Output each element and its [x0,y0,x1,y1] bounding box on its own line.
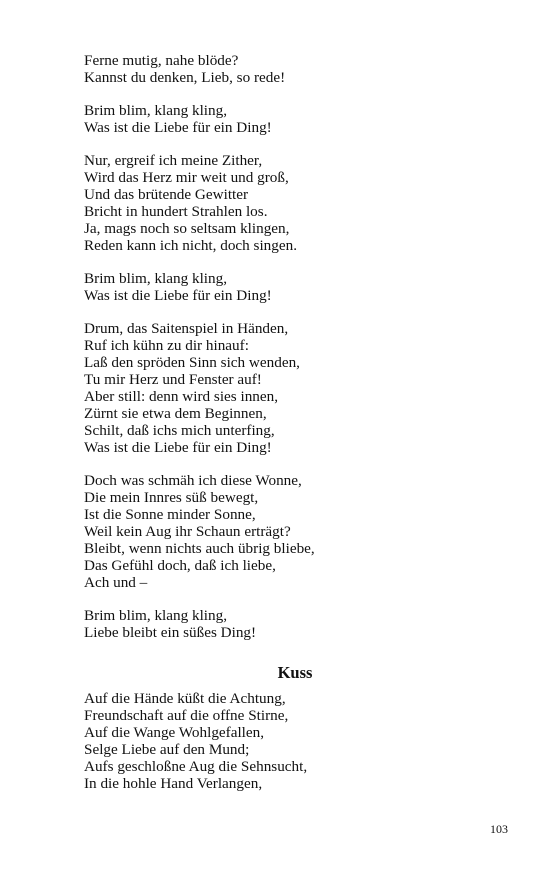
verse-line: Das Gefühl doch, daß ich liebe, [84,557,276,574]
verse-line: Kannst du denken, Lieb, so rede! [84,69,286,86]
verse-line: Reden kann ich nicht, doch singen. [84,237,297,254]
verse-line: Liebe bleibt ein süßes Ding! [84,624,257,641]
verse-line: Ja, mags noch so seltsam klingen, [84,220,290,237]
verse-line: Ist die Sonne minder Sonne, [84,506,256,523]
stanza [84,52,484,86]
verse-line: Bricht in hundert Strahlen los. [84,203,268,220]
stanza [84,607,484,641]
verse-line: Drum, das Saitenspiel in Händen, [84,320,289,337]
verse-line: Aufs geschloßne Aug die Sehnsucht, [84,758,308,775]
stanza [84,320,484,456]
verse-line: Ruf ich kühn zu dir hinauf: [84,337,249,354]
verse-line: Auf die Hände küßt die Achtung, [84,690,286,707]
verse-line: Auf die Wange Wohlgefallen, [84,724,265,741]
verse-line: Laß den spröden Sinn sich wenden, [84,354,300,371]
stanza [84,472,484,591]
verse-line: Brim blim, klang kling, [84,270,228,287]
verse-line: Schilt, daß ichs mich unterfing, [84,422,275,439]
verse-line: Brim blim, klang kling, [84,607,228,624]
page-number: 103 [490,822,508,836]
verse-line: Aber still: denn wird sies innen, [84,388,279,405]
verse-line: Nur, ergreif ich meine Zither, [84,152,263,169]
verse-line: Selge Liebe auf den Mund; [84,741,250,758]
verse-line: Weil kein Aug ihr Schaun erträgt? [84,523,291,540]
verse-line: Doch was schmäh ich diese Wonne, [84,472,302,489]
verse-line: Bleibt, wenn nichts auch übrig bliebe, [84,540,315,557]
verse-line: Ferne mutig, nahe blöde? [84,52,239,69]
verse-line: Brim blim, klang kling, [84,102,228,119]
verse-line: Freundschaft auf die offne Stirne, [84,707,289,724]
verse-line: Ach und – [84,574,148,591]
verse-line: Die mein Innres süß bewegt, [84,489,259,506]
verse-line: In die hohle Hand Verlangen, [84,775,263,792]
verse-line: Und das brütende Gewitter [84,186,249,203]
stanza [84,102,484,136]
verse-line: Was ist die Liebe für ein Ding! [84,439,272,456]
verse-line: Zürnt sie etwa dem Beginnen, [84,405,267,422]
stanza [84,270,484,304]
verse-line: Was ist die Liebe für ein Ding! [84,287,272,304]
poem-stanzas [84,52,484,657]
poem-kuss-body [84,690,484,792]
poem-title: Kuss [277,663,313,682]
stanza [84,152,484,254]
verse-line: Wird das Herz mir weit und groß, [84,169,289,186]
verse-line: Tu mir Herz und Fenster auf! [84,371,262,388]
verse-line: Was ist die Liebe für ein Ding! [84,119,272,136]
